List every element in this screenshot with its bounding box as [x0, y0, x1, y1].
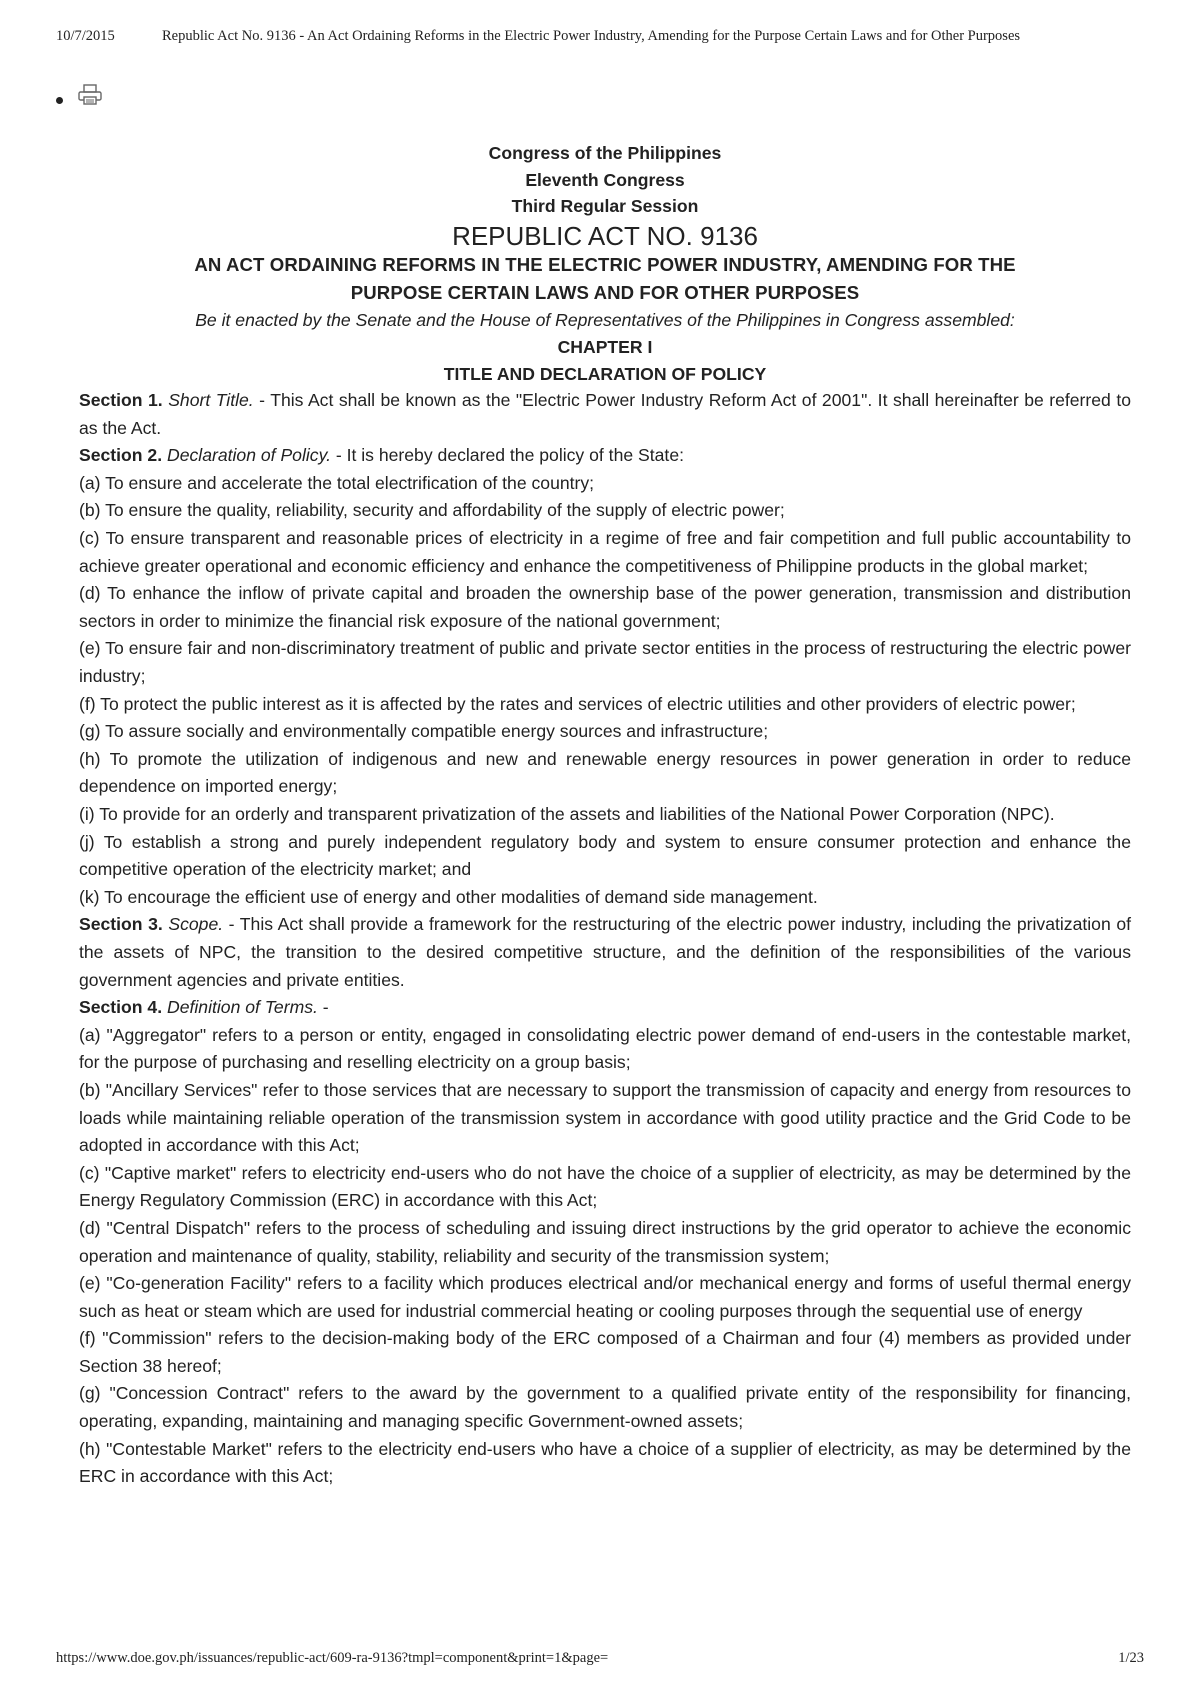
policy-item: (j) To establish a strong and purely independent regulatory body and system to ensure consumer protection and enhance the competitive operation of the electricity market; and	[79, 831, 1131, 880]
section-heading: Scope.	[168, 914, 224, 935]
toolbar	[56, 84, 103, 106]
definition-item: (e) "Co-generation Facility" refers to a facility which produces electrical and/or mechanical energy and forms of useful thermal energy such as heat or steam which are used for industrial commercial heating or cooling purposes through the sequential use of energy	[79, 1273, 1131, 1321]
section-heading: Declaration of Policy.	[167, 445, 331, 466]
section-2	[79, 442, 1131, 470]
republic-act-number: REPUBLIC ACT NO. 9136	[452, 220, 758, 251]
definition-item: (a) "Aggregator" refers to a person or entity, engaged in consolidating electric power demand of end-users in the contestable market, for the purpose of purchasing and reselling electricity on a group basis;	[79, 1024, 1131, 1073]
policy-item: (h) To promote the utilization of indigenous and new and renewable energy resources in power generation in order to reduce dependence on imported energy;	[79, 748, 1131, 797]
act-document	[79, 140, 1131, 1491]
act-title-line-1: AN ACT ORDAINING REFORMS IN THE ELECTRIC POWER INDUSTRY, AMENDING FOR THE	[194, 253, 1016, 275]
definition-item: (h) "Contestable Market" refers to the electricity end-users who have a choice of a supplier of electricity, as may be determined by the ERC in accordance with this Act;	[79, 1438, 1131, 1487]
definition-item: (d) "Central Dispatch" refers to the process of scheduling and issuing direct instructions by the grid operator to achieve the economic operation and maintenance of quality, stability, reliability and security of the transmission system;	[79, 1217, 1131, 1266]
enacting-clause: Be it enacted by the Senate and the House of Representatives of the Philippines in Congress assembled:	[195, 309, 1015, 330]
section-text: -	[317, 997, 329, 1018]
congress-name: Congress of the Philippines	[488, 143, 722, 163]
section-text: - This Act shall provide a framework for the restructuring of the electric power industry, including the privatization of the assets of NPC, the transition to the desired competitive structure, and the definition of the responsibilities of the various government agencies and private entities.	[79, 914, 1131, 990]
section-heading: Definition of Terms.	[167, 997, 318, 1018]
page-url: https://www.doe.gov.ph/issuances/republic-act/609-ra-9136?tmpl=component&print=1&page=	[56, 1650, 609, 1666]
definition-item: (c) "Captive market" refers to electricity end-users who do not have the choice of a supplier of electricity, as may be determined by the Energy Regulatory Commission (ERC) in accordance with this Act;	[79, 1162, 1131, 1211]
printer-icon[interactable]	[77, 84, 103, 106]
section-4	[79, 994, 1131, 1022]
page-number: 1/23	[1118, 1650, 1144, 1666]
section-text: - This Act shall be known as the "Electric Power Industry Reform Act of 2001". It shall hereinafter be referred to as the Act.	[79, 390, 1131, 438]
section-label: Section 4.	[79, 997, 163, 1018]
policy-item: (d) To enhance the inflow of private capital and broaden the ownership base of the power generation, transmission and distribution sectors in order to minimize the financial risk exposure of the national government;	[79, 583, 1131, 631]
policy-item: (b) To ensure the quality, reliability, security and affordability of the supply of electric power;	[79, 500, 785, 521]
list-bullet	[56, 97, 63, 104]
session-name: Third Regular Session	[511, 196, 699, 216]
policy-item: (f) To protect the public interest as it is affected by the rates and services of electric utilities and other providers of electric power;	[79, 693, 1076, 714]
chapter-title: TITLE AND DECLARATION OF POLICY	[443, 363, 767, 384]
policy-item: (a) To ensure and accelerate the total electrification of the country;	[79, 472, 595, 493]
definition-item: (f) "Commission" refers to the decision-making body of the ERC composed of a Chairman and four (4) members as provided under Section 38 hereof;	[79, 1328, 1131, 1376]
policy-item: (i) To provide for an orderly and transparent privatization of the assets and liabilities of the National Power Corporation (NPC).	[79, 804, 1055, 824]
congress-number: Eleventh Congress	[525, 169, 685, 190]
definition-item: (g) "Concession Contract" refers to the award by the government to a qualified private entity of the responsibility for financing, operating, expanding, maintaining and managing specific Government-owned assets;	[79, 1383, 1131, 1432]
act-title-line-2: PURPOSE CERTAIN LAWS AND FOR OTHER PURPOSES	[350, 281, 860, 303]
policy-item: (k) To encourage the efficient use of energy and other modalities of demand side management.	[79, 886, 818, 907]
policy-item: (e) To ensure fair and non-discriminatory treatment of public and private sector entities in the process of restructuring the electric power industry;	[79, 638, 1131, 687]
section-heading: Short Title.	[168, 390, 254, 411]
section-label: Section 1.	[79, 390, 163, 411]
chapter-number: CHAPTER I	[557, 337, 653, 358]
policy-item: (c) To ensure transparent and reasonable prices of electricity in a regime of free and fair competition and full public accountability to achieve greater operational and economic efficiency and enhance the competitiveness of Philippine products in the global market;	[79, 528, 1131, 576]
policy-item: (g) To assure socially and environmentally compatible energy sources and infrastructure;	[79, 721, 769, 742]
section-label: Section 3.	[79, 914, 163, 935]
print-page-title: Republic Act No. 9136 - An Act Ordaining Reforms in the Electric Power Industry, Amending for the Purpose Certain Laws and for Other Purposes	[162, 28, 1021, 44]
definition-item: (b) "Ancillary Services" refer to those services that are necessary to support the transmission of capacity and energy from resources to loads while maintaining reliable operation of the transmission system in accordance with good utility practice and the Grid Code to be adopted in accordance with this Act;	[79, 1079, 1131, 1156]
print-date: 10/7/2015	[56, 28, 115, 44]
section-label: Section 2.	[79, 445, 163, 466]
section-3	[79, 911, 1131, 994]
section-text: - It is hereby declared the policy of the State:	[330, 445, 684, 466]
section-1	[79, 387, 1131, 442]
